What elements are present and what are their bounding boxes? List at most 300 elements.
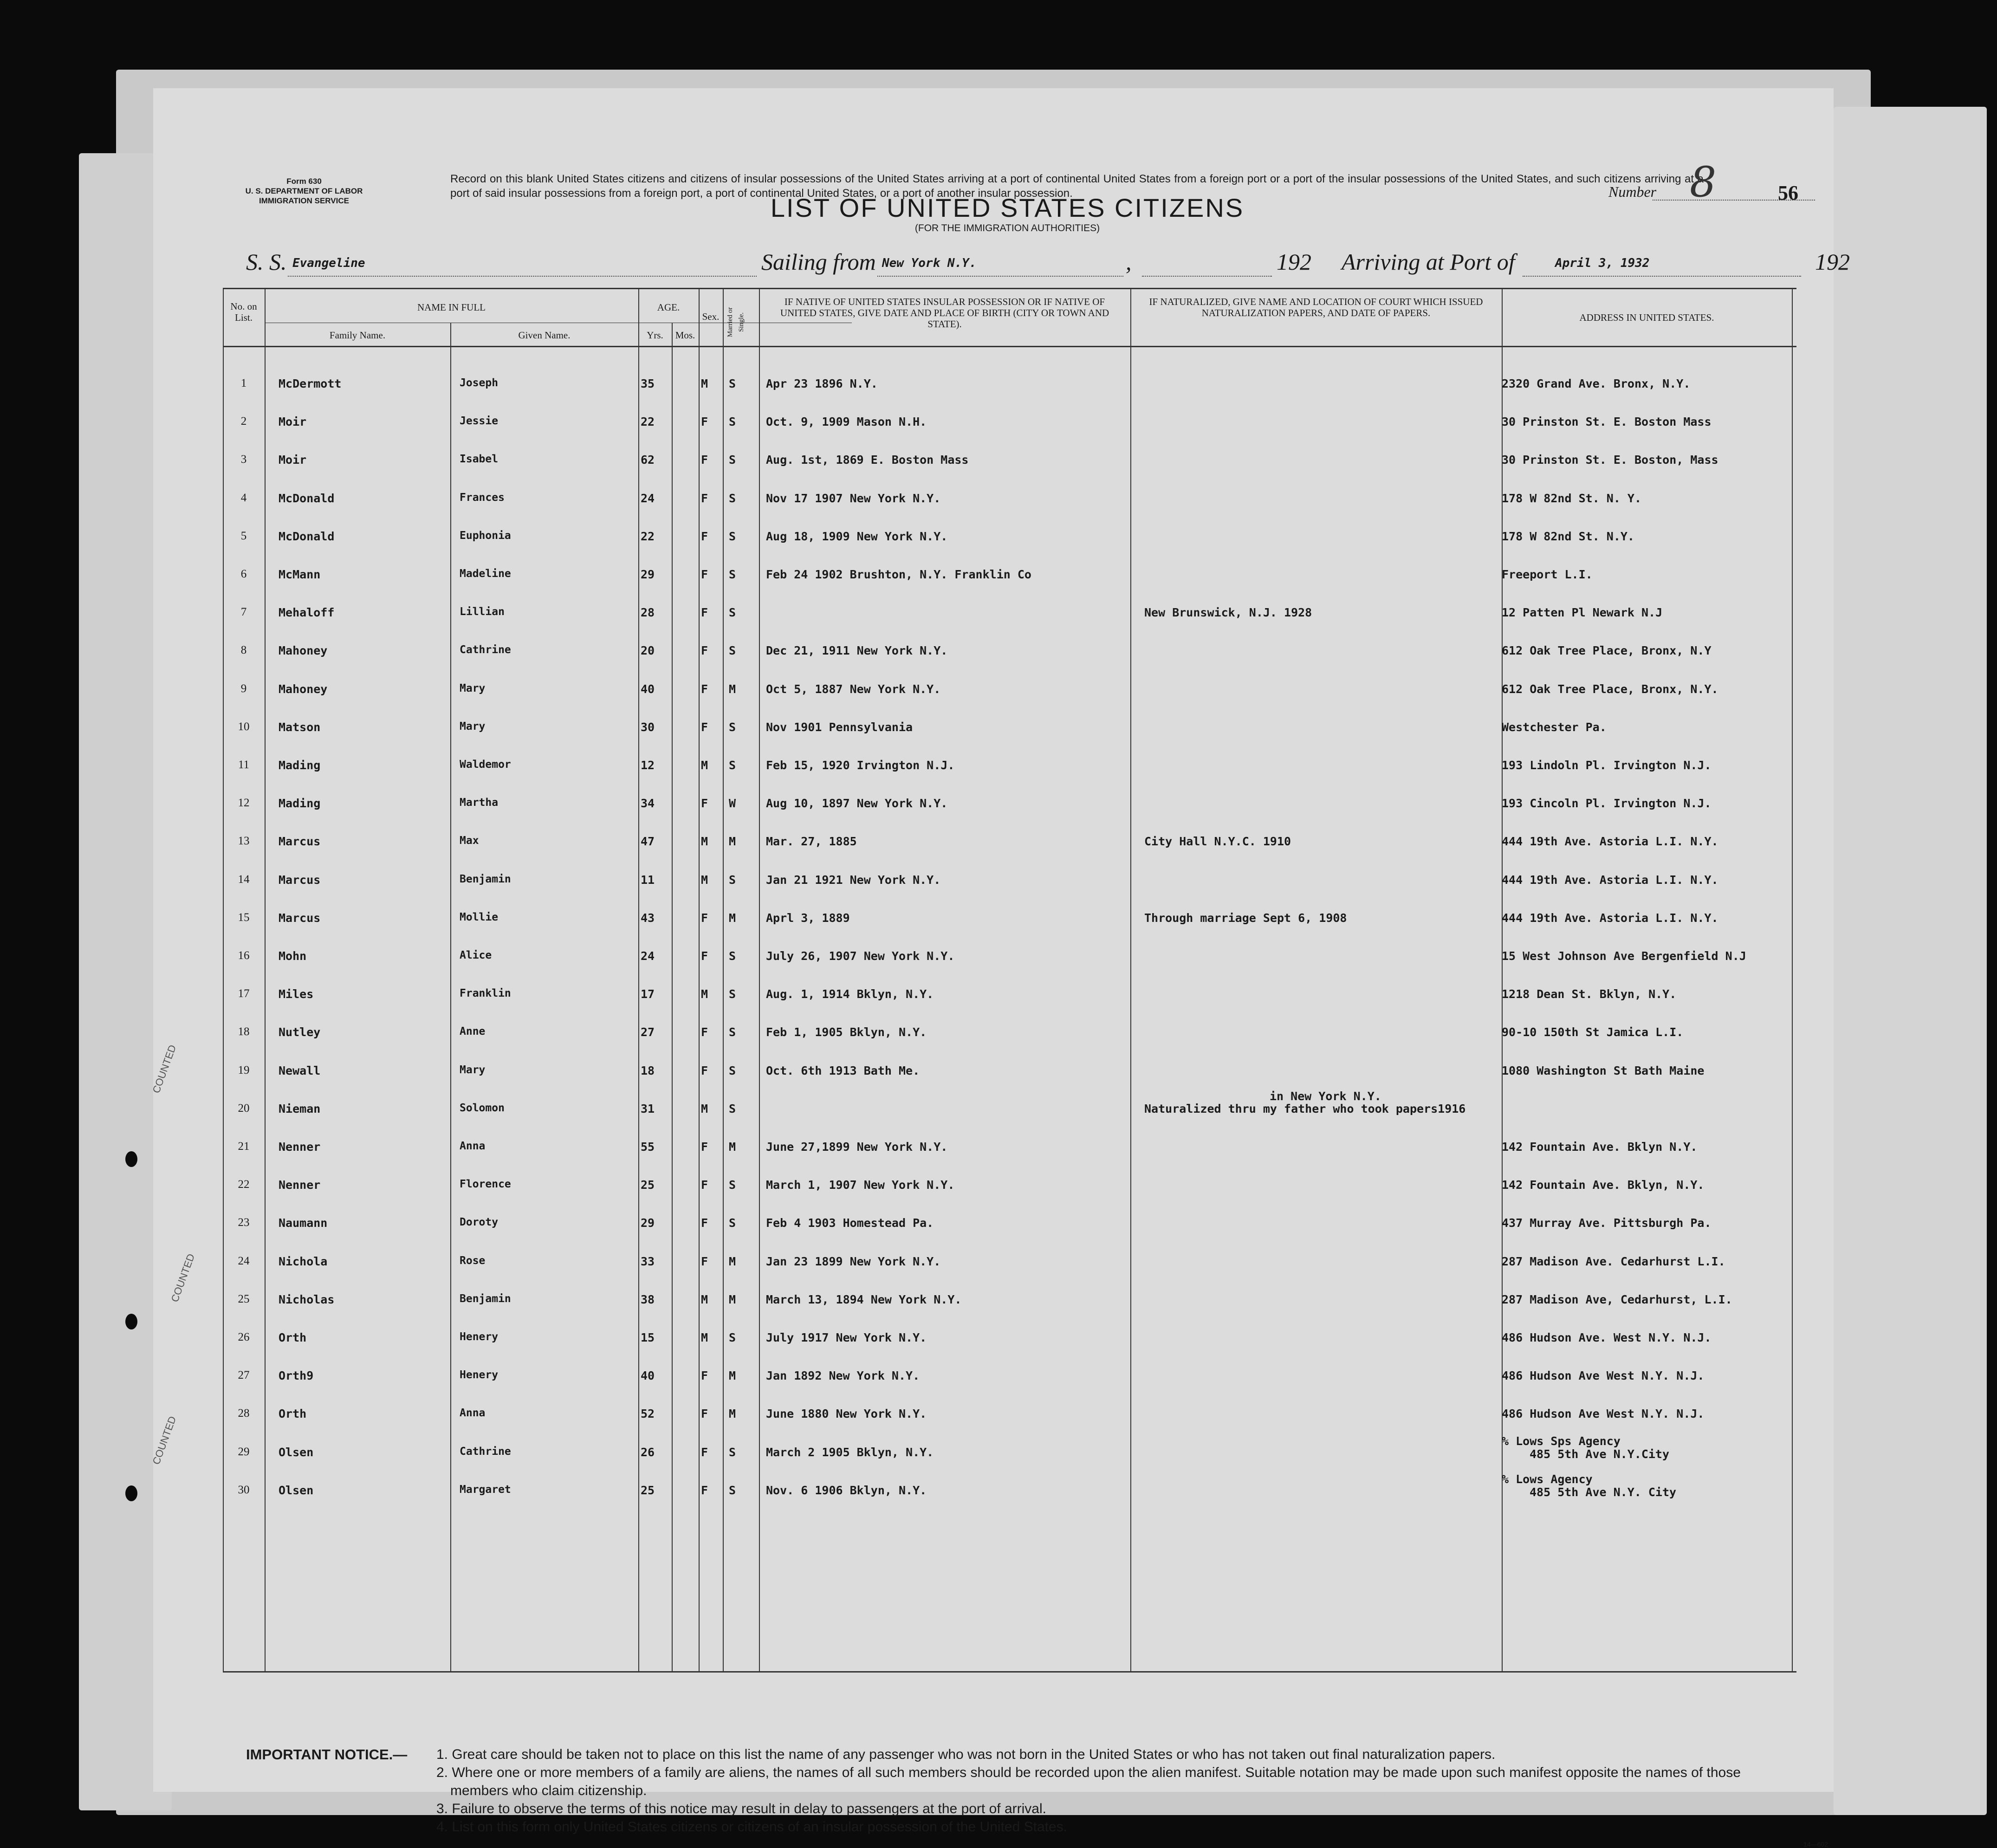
marital-status: M [729, 1140, 736, 1154]
address: 142 Fountain Ave. Bklyn N.Y. [1502, 1140, 1698, 1154]
ss-label: S. S. [246, 249, 287, 275]
row-number: 23 [238, 1216, 250, 1229]
address: 444 19th Ave. Astoria L.I. N.Y. [1502, 873, 1718, 887]
sex: F [701, 529, 708, 543]
table-row [153, 481, 1834, 519]
marital-status: S [729, 529, 736, 543]
age-years: 62 [641, 453, 655, 467]
notice-items [436, 1745, 1764, 1836]
sex: M [701, 873, 708, 887]
address: 142 Fountain Ave. Bklyn, N.Y. [1502, 1178, 1705, 1192]
marital-status: M [729, 911, 736, 925]
marital-status: S [729, 1025, 736, 1039]
age-years: 28 [641, 606, 655, 620]
birth-info: Aug 10, 1897 New York N.Y. [766, 797, 948, 811]
sex: F [701, 1483, 708, 1497]
given-name: Anna [460, 1407, 486, 1420]
given-name: Cathrine [460, 1445, 511, 1458]
form-instructions: Record on this blank United States citizens and citizens of insular possessions of the United States arriving at a port of continental United States from a foreign port or a port of the insular possessions of the United States, and such citizens arriving at a port of said insular possessions from a foreign port, a port of continental United States, or a port of another insular possession. [450, 173, 1704, 200]
marital-status: S [729, 720, 736, 734]
table-row [153, 1054, 1834, 1091]
given-name: Rose [460, 1254, 486, 1267]
row-number: 13 [238, 835, 250, 848]
age-years: 30 [641, 720, 655, 734]
table-row [153, 863, 1834, 900]
age-years: 33 [641, 1254, 655, 1268]
marital-status: S [729, 606, 736, 620]
sex: M [701, 1331, 708, 1344]
family-name: Mading [279, 759, 321, 772]
marital-status: S [729, 377, 736, 390]
row-number: 4 [240, 491, 247, 504]
birth-info: Aug. 1st, 1869 E. Boston Mass [766, 453, 969, 467]
age-years: 26 [641, 1445, 655, 1459]
age-years: 38 [641, 1292, 655, 1306]
table-row [153, 824, 1834, 862]
underlying-sheet [1834, 107, 1987, 1815]
page-title: LIST OF UNITED STATES CITIZENS [770, 193, 1245, 222]
birth-info: Jan 21 1921 New York N.Y. [766, 873, 941, 887]
col-header-address: ADDRESS IN UNITED STATES. [1579, 312, 1714, 323]
row-number: 9 [240, 682, 247, 695]
family-name: Marcus [279, 873, 321, 887]
birth-info: March 13, 1894 New York N.Y. [766, 1292, 962, 1306]
marital-status: S [729, 1178, 736, 1192]
age-years: 24 [641, 491, 655, 505]
age-years: 17 [641, 987, 655, 1001]
arrival-date: April 3, 1932 [1555, 256, 1650, 270]
col-header-birth: IF NATIVE OF UNITED STATES INSULAR POSSESSION OR IF NATIVE OF UNITED STATES, GIVE DATE AND PLACE OF BIRTH (CITY OR TOWN AND STATE). [780, 296, 1109, 330]
arrival-line [1523, 275, 1801, 277]
address: 30 Prinston St. E. Boston, Mass [1502, 453, 1718, 467]
year-suffix-1: 192 [1277, 249, 1311, 275]
sex: M [701, 377, 708, 390]
family-name: Nicholas [279, 1292, 335, 1306]
family-name: Moir [279, 415, 307, 429]
marital-status: S [729, 491, 736, 505]
age-years: 11 [641, 873, 655, 887]
age-years: 15 [641, 1331, 655, 1344]
table-row [153, 901, 1834, 938]
marital-status: S [729, 1331, 736, 1344]
row-number: 30 [238, 1483, 250, 1496]
col-header-given: Given Name. [518, 330, 571, 341]
address: 444 19th Ave. Astoria L.I. N.Y. [1502, 911, 1718, 925]
table-row [153, 672, 1834, 709]
table-row [153, 939, 1834, 976]
row-number: 20 [238, 1102, 250, 1115]
address: 287 Madison Ave. Cedarhurst L.I. [1502, 1254, 1725, 1268]
family-name: Matson [279, 720, 321, 734]
birth-info: Nov. 6 1906 Bklyn, N.Y. [766, 1483, 927, 1497]
family-name: Mading [279, 797, 321, 811]
given-name: Henery [460, 1369, 499, 1381]
family-name: Nenner [279, 1140, 321, 1154]
marital-status: S [729, 1102, 736, 1115]
row-number: 1 [240, 377, 247, 389]
marital-status: S [729, 1483, 736, 1497]
table-top-rule [223, 288, 1796, 289]
given-name: Anna [460, 1140, 486, 1152]
sex: F [701, 1140, 708, 1154]
form-number: Form 630 [286, 177, 322, 186]
table-row [153, 1283, 1834, 1320]
address: 178 W 82nd St. N. Y. [1502, 491, 1642, 505]
birth-info: Feb 24 1902 Brushton, N.Y. Franklin Co [766, 568, 1031, 581]
row-number: 25 [238, 1292, 250, 1305]
naturalization-info: Through marriage Sept 6, 1908 [1144, 911, 1347, 925]
notice-item: 1. Great care should be taken not to place on this list the name of any passenger who was not born in the United States or who has not taken out final naturalization papers. [436, 1747, 1496, 1762]
family-name: Orth9 [279, 1369, 314, 1383]
age-years: 52 [641, 1407, 655, 1421]
row-number: 14 [238, 873, 250, 886]
table-row [153, 1015, 1834, 1052]
family-name: McDonald [279, 491, 335, 505]
given-name: Franklin [460, 987, 511, 1000]
family-name: Olsen [279, 1483, 314, 1497]
given-name: Henery [460, 1331, 499, 1343]
sex: F [701, 1178, 708, 1192]
family-name: Moir [279, 453, 307, 467]
marital-status: S [729, 759, 736, 772]
given-name: Mary [460, 1063, 486, 1076]
address-line-2: 485 5th Ave N.Y. City [1530, 1485, 1677, 1499]
address: 90-10 150th St Jamica L.I. [1502, 1025, 1684, 1039]
age-years: 43 [641, 911, 655, 925]
sailing-date-line [1142, 275, 1272, 277]
given-name: Margaret [460, 1483, 511, 1496]
birth-info: June 27,1899 New York N.Y. [766, 1140, 948, 1154]
given-name: Florence [460, 1178, 511, 1191]
table-row [153, 443, 1834, 480]
sex: F [701, 568, 708, 581]
sailing-from-label: Sailing from [761, 249, 876, 275]
family-name: Mahoney [279, 644, 328, 658]
age-years: 34 [641, 797, 655, 811]
address: % Lows Agency [1502, 1472, 1593, 1486]
given-name: Alice [460, 949, 492, 961]
sex: M [701, 759, 708, 772]
address: 1080 Washington St Bath Maine [1502, 1063, 1705, 1077]
family-name: Nieman [279, 1102, 321, 1115]
address-line-2: 485 5th Ave N.Y.City [1530, 1447, 1670, 1461]
row-number: 15 [238, 911, 250, 924]
marital-status: M [729, 1254, 736, 1268]
naturalization-info: Naturalized thru my father who took papers1916 [1144, 1102, 1466, 1115]
age-years: 40 [641, 1369, 655, 1383]
row-number: 2 [240, 415, 247, 428]
family-name: Mehaloff [279, 606, 335, 620]
family-name: Miles [279, 987, 314, 1001]
age-years: 40 [641, 682, 655, 696]
address: 30 Prinston St. E. Boston Mass [1502, 415, 1712, 429]
row-number: 21 [238, 1140, 250, 1153]
row-number: 19 [238, 1063, 250, 1076]
number-value: 8 [1690, 158, 1717, 207]
row-number: 12 [238, 797, 250, 810]
row-number: 29 [238, 1445, 250, 1458]
address: 15 West Johnson Ave Bergenfield N.J [1502, 949, 1746, 963]
address: 612 Oak Tree Place, Bronx, N.Y. [1502, 682, 1718, 696]
table-row [153, 634, 1834, 671]
page-number: 56 [1778, 182, 1798, 204]
marital-status: M [729, 682, 736, 696]
marital-status: S [729, 1445, 736, 1459]
sex: F [701, 453, 708, 467]
ship-name: Evangeline [292, 256, 365, 270]
sex: M [701, 987, 708, 1001]
year-suffix-2: 192 [1815, 249, 1850, 275]
birth-info: March 1, 1907 New York N.Y. [766, 1178, 955, 1192]
table-row [153, 710, 1834, 747]
address: 612 Oak Tree Place, Bronx, N.Y [1502, 644, 1712, 658]
marital-status: S [729, 1216, 736, 1230]
row-number: 5 [240, 529, 247, 542]
marital-status: S [729, 873, 736, 887]
row-number: 17 [238, 987, 250, 1000]
sex: F [701, 682, 708, 696]
naturalization-info-top: in New York N.Y. [1270, 1089, 1381, 1103]
age-years: 25 [641, 1483, 655, 1497]
sex: F [701, 1445, 708, 1459]
row-number: 24 [238, 1254, 250, 1267]
sex: F [701, 1254, 708, 1268]
naturalization-info: New Brunswick, N.J. 1928 [1144, 606, 1312, 620]
service: IMMIGRATION SERVICE [259, 196, 349, 205]
notice-label: IMPORTANT NOTICE.— [246, 1746, 408, 1763]
family-name: Olsen [279, 1445, 314, 1459]
sailing-from-value: New York N.Y. [882, 256, 977, 270]
margin-stamp: COUNTED [150, 1414, 179, 1466]
marital-status: S [729, 949, 736, 963]
naturalization-info: City Hall N.Y.C. 1910 [1144, 835, 1291, 849]
birth-info: Oct 5, 1887 New York N.Y. [766, 682, 941, 696]
address: 178 W 82nd St. N.Y. [1502, 529, 1634, 543]
table-row [153, 786, 1834, 823]
notice-item: 3. Failure to observe the terms of this notice may result in delay to passengers at the port of arrival. [436, 1801, 1046, 1816]
marital-status: M [729, 1369, 736, 1383]
sailing-from-line [877, 275, 1123, 277]
punch-hole [125, 1314, 137, 1329]
family-name: McDonald [279, 529, 335, 543]
given-name: Madeline [460, 568, 511, 580]
given-name: Doroty [460, 1216, 499, 1229]
address: 437 Murray Ave. Pittsburgh Pa. [1502, 1216, 1712, 1230]
address: 486 Hudson Ave. West N.Y. N.J. [1502, 1331, 1712, 1344]
table-row [153, 1130, 1834, 1167]
table-bottom-rule [223, 1671, 1796, 1673]
ship-name-line [288, 275, 757, 277]
address: 287 Madison Ave, Cedarhurst, L.I. [1502, 1292, 1732, 1306]
marital-status: S [729, 644, 736, 658]
given-name: Martha [460, 797, 499, 809]
sex: F [701, 797, 708, 811]
given-name: Mollie [460, 911, 499, 923]
notice-item: 4. List on this form only United States citizens or citizens of an insular possession of the United States. [436, 1819, 1068, 1835]
birth-info: Nov 1901 Pennsylvania [766, 720, 913, 734]
col-header-sex: Sex. [702, 311, 720, 322]
birth-info: July 1917 New York N.Y. [766, 1331, 927, 1344]
marital-status: W [729, 797, 736, 811]
birth-info: Feb 15, 1920 Irvington N.J. [766, 759, 955, 772]
family-name: McMann [279, 568, 321, 581]
given-name: Joseph [460, 377, 499, 389]
address: 193 Lindoln Pl. Irvington N.J. [1502, 759, 1712, 772]
table-row [153, 1168, 1834, 1205]
table-row [153, 1321, 1834, 1358]
col-header-mos: Mos. [675, 330, 695, 341]
birth-info: Aug. 1, 1914 Bklyn, N.Y. [766, 987, 934, 1001]
given-name: Lillian [460, 606, 505, 618]
birth-info: Mar. 27, 1885 [766, 835, 857, 849]
address: 444 19th Ave. Astoria L.I. N.Y. [1502, 835, 1718, 849]
birth-info: June 1880 New York N.Y. [766, 1407, 927, 1421]
birth-info: Jan 23 1899 New York N.Y. [766, 1254, 941, 1268]
age-years: 29 [641, 568, 655, 581]
row-number: 6 [240, 568, 247, 580]
given-name: Waldemor [460, 759, 511, 771]
col-header-name: NAME IN FULL [417, 302, 486, 313]
row-number: 28 [238, 1407, 250, 1420]
row-number: 26 [238, 1331, 250, 1343]
family-name: Newall [279, 1063, 321, 1077]
given-name: Mary [460, 682, 486, 694]
sex: F [701, 911, 708, 925]
age-years: 18 [641, 1063, 655, 1077]
arriving-label: Arriving at Port of [1342, 249, 1515, 275]
table-row [153, 1435, 1834, 1472]
age-years: 20 [641, 644, 655, 658]
age-years: 35 [641, 377, 655, 390]
family-name: Nenner [279, 1178, 321, 1192]
address: 12 Patten Pl Newark N.J [1502, 606, 1663, 620]
sex: F [701, 644, 708, 658]
row-number: 7 [240, 606, 247, 619]
birth-info: Aug 18, 1909 New York N.Y. [766, 529, 948, 543]
address: 1218 Dean St. Bklyn, N.Y. [1502, 987, 1677, 1001]
birth-info: Oct. 9, 1909 Mason N.H. [766, 415, 927, 429]
row-number: 3 [240, 453, 247, 466]
sex: F [701, 1407, 708, 1421]
row-number: 11 [238, 759, 250, 771]
birth-info: March 2 1905 Bklyn, N.Y. [766, 1445, 934, 1459]
margin-stamp: COUNTED [150, 1043, 179, 1095]
sex: M [701, 1292, 708, 1306]
table-row [153, 405, 1834, 442]
given-name: Euphonia [460, 529, 511, 542]
family-name: Orth [279, 1331, 307, 1344]
table-row [153, 1397, 1834, 1434]
age-years: 29 [641, 1216, 655, 1230]
given-name: Benjamin [460, 873, 511, 885]
given-name: Max [460, 835, 479, 847]
sex: M [701, 835, 708, 849]
table-row [153, 558, 1834, 595]
col-header-naturalized: IF NATURALIZED, GIVE NAME AND LOCATION OF COURT WHICH ISSUED NATURALIZATION PAPERS, AND DATE OF PAPERS. [1149, 296, 1483, 318]
birth-info: Dec 21, 1911 New York N.Y. [766, 644, 948, 658]
family-name: Naumann [279, 1216, 328, 1230]
sex: F [701, 720, 708, 734]
sex: M [701, 1102, 708, 1115]
comma: , [1126, 249, 1132, 275]
birth-info: Jan 1892 New York N.Y. [766, 1369, 920, 1383]
sex: F [701, 949, 708, 963]
table-row [153, 1206, 1834, 1243]
table-row [153, 367, 1834, 404]
given-name: Mary [460, 720, 486, 733]
birth-info: Feb 4 1903 Homestead Pa. [766, 1216, 934, 1230]
number-label: Number [1608, 183, 1657, 200]
age-years: 12 [641, 759, 655, 772]
col-header-family: Family Name. [329, 330, 386, 341]
col-header-yrs: Yrs. [647, 330, 663, 341]
address: 486 Hudson Ave West N.Y. N.J. [1502, 1369, 1705, 1383]
table-row [153, 1089, 1834, 1129]
age-years: 55 [641, 1140, 655, 1154]
birth-info: Apr 23 1896 N.Y. [766, 377, 878, 390]
manifest-page [150, 88, 1850, 1848]
col-header-married-single: Married or Single. [726, 307, 745, 337]
given-name: Cathrine [460, 644, 511, 656]
table-row [153, 1359, 1834, 1396]
marital-status: S [729, 453, 736, 467]
family-name: Nutley [279, 1025, 321, 1039]
sex: F [701, 1025, 708, 1039]
marital-status: S [729, 568, 736, 581]
table-row [153, 1473, 1834, 1511]
form-header [204, 176, 404, 206]
notice-item: 2. Where one or more members of a family are aliens, the names of all such members should be recorded upon the alien manifest. Suitable notation may be made upon such manifest opposite the names of those members who claim citizenship. [436, 1765, 1741, 1798]
given-name: Benjamin [460, 1292, 511, 1305]
row-number: 8 [240, 644, 247, 657]
marital-status: M [729, 835, 736, 849]
age-years: 47 [641, 835, 655, 849]
age-years: 31 [641, 1102, 655, 1115]
address: 486 Hudson Ave West N.Y. N.J. [1502, 1407, 1705, 1421]
given-name: Frances [460, 491, 505, 504]
age-years: 22 [641, 415, 655, 429]
row-number: 10 [238, 720, 250, 733]
page-subtitle: (FOR THE IMMIGRATION AUTHORITIES) [914, 223, 1100, 233]
sex: F [701, 491, 708, 505]
address: 2320 Grand Ave. Bronx, N.Y. [1502, 377, 1691, 390]
footer-code: 14—602 [1803, 1841, 1828, 1848]
marital-status: S [729, 415, 736, 429]
address: Westchester Pa. [1502, 720, 1607, 734]
address: Freeport L.I. [1502, 568, 1593, 581]
table-row [153, 977, 1834, 1014]
family-name: Marcus [279, 911, 321, 925]
age-years: 27 [641, 1025, 655, 1039]
col-header-no: No. on List. [230, 301, 257, 323]
sex: F [701, 606, 708, 620]
sex: F [701, 1369, 708, 1383]
family-name: Mahoney [279, 682, 328, 696]
sex: F [701, 1216, 708, 1230]
family-name: Nichola [279, 1254, 328, 1268]
row-number: 22 [238, 1178, 250, 1191]
punch-hole [125, 1151, 137, 1167]
age-years: 25 [641, 1178, 655, 1192]
address: 193 Cincoln Pl. Irvington N.J. [1502, 797, 1712, 811]
marital-status: M [729, 1292, 736, 1306]
table-row [153, 748, 1834, 785]
family-name: Mohn [279, 949, 307, 963]
row-number: 16 [238, 949, 250, 962]
header-bottom-rule [223, 346, 1796, 347]
given-name: Isabel [460, 453, 499, 466]
birth-info: Feb 1, 1905 Bklyn, N.Y. [766, 1025, 927, 1039]
